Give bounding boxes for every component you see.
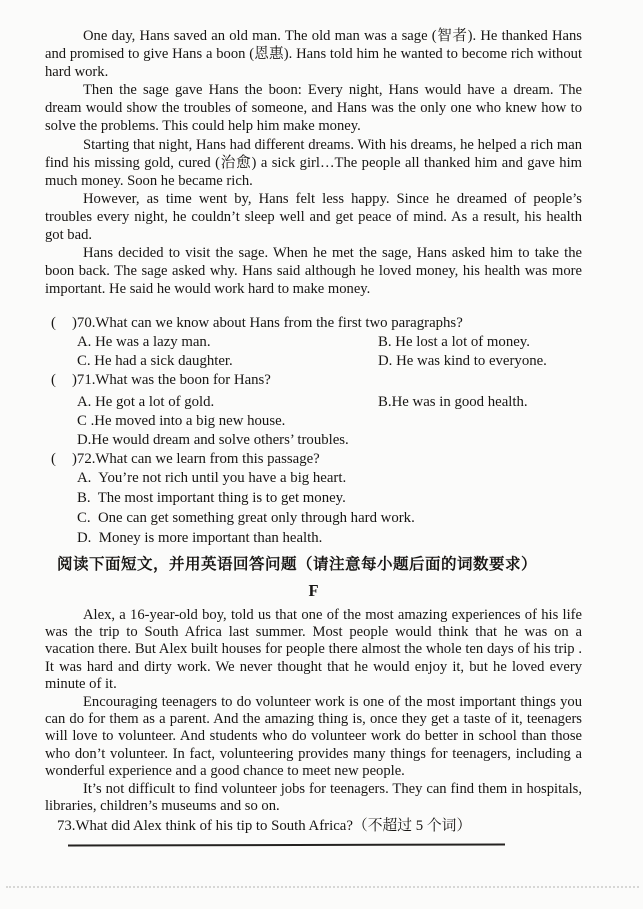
question-71: [45, 371, 582, 450]
passage-e-paragraph-2: Then the sage gave Hans the boon: Every night, Hans would have a dream. The dream would show the troubles of someone, and Hans was the only one who knew how to solve the problems. This could help him make money.: [45, 82, 582, 135]
answer-bracket-70: (: [51, 315, 56, 332]
reading-passage-e: [45, 27, 582, 298]
passage-f-paragraph-3: It’s not difficult to find volunteer jobs for teenagers. They can find them in hospitals, libraries, children’s museums and so on.: [45, 780, 582, 815]
question-72-option-d: D. Money is more important than health.: [77, 529, 323, 546]
question-70-option-b: B. He lost a lot of money.: [378, 334, 530, 351]
question-70: [45, 314, 582, 371]
passage-e-paragraph-4: However, as time went by, Hans felt less happy. Since he dreamed of people’s troubles every night, he couldn’t sleep well and get peace of mind. As a result, his health got bad.: [45, 190, 582, 244]
question-71-option-a: A. He got a lot of gold.: [77, 394, 215, 411]
question-73: 73.What did Alex think of his tip to South Africa?（不超过 5 个词）: [57, 818, 472, 835]
passage-f-label: F: [308, 580, 319, 600]
passage-e-paragraph-5: Hans decided to visit the sage. When he met the sage, Hans asked him to take the boon back. The sage asked why. Hans said although he loved money, his health was more important. He said he would work hard to make money.: [45, 245, 582, 298]
question-70-option-c: C. He had a sick daughter.: [77, 353, 233, 370]
section-instruction: 阅读下面短文，并用英语回答问题（请注意每小题后面的词数要求）: [57, 555, 538, 573]
question-72-option-c: C. One can get something great only through hard work.: [77, 510, 415, 526]
answer-blank-line: [68, 844, 505, 847]
passage-f-paragraph-1: Alex, a 16-year-old boy, told us that one of the most amazing experiences of his life was the trip to South Africa last summer. Most people would think that he was on a vacation there. But Alex built houses for people there almost the whole ten days of his trip . It was hard and dirty work. We never thought that he would enjoy it, but he loved every minute of it.: [45, 606, 582, 693]
question-70-option-d: D. He was kind to everyone.: [378, 353, 547, 370]
question-72-option-b: B. The most important thing is to get money.: [77, 490, 346, 507]
question-70-option-a: A. He was a lazy man.: [77, 334, 211, 351]
question-71-option-c: C .He moved into a big new house.: [77, 413, 286, 430]
passage-e-paragraph-1: One day, Hans saved an old man. The old man was a sage (智者). He thanked Hans and promised to give Hans a boon (恩惠). Hans told him he wanted to become rich without hard work.: [45, 28, 582, 81]
question-71-option-b: B.He was in good health.: [378, 394, 528, 411]
multiple-choice-questions: [45, 314, 582, 548]
scan-artifact-line: [6, 886, 639, 888]
question-71-text: )71.What was the boon for Hans?: [72, 372, 271, 389]
passage-e-paragraph-3: Starting that night, Hans had different dreams. With his dreams, he helped a rich man find his missing gold, cured (治愈) a sick girl…The people all thanked him and gave him much money. Soon he became rich.: [45, 136, 582, 189]
question-70-text: )70.What can we know about Hans from the first two paragraphs?: [72, 315, 463, 332]
question-71-option-d: D.He would dream and solve others’ troubles.: [77, 432, 349, 449]
answer-bracket-72: (: [51, 451, 56, 468]
reading-passage-f: [45, 607, 582, 816]
answer-bracket-71: (: [51, 372, 56, 389]
passage-f-paragraph-2: Encouraging teenagers to do volunteer work is one of the most important things you can do for them as a parent. And the amazing thing is, once they get a taste of it, teenagers will love to volunteer. And students who do volunteer work do better in school than those who don’t volunteer. In fact, volunteering provides many things for teenagers, including a wonderful experience and a good chance to meet new people.: [45, 693, 582, 780]
question-72: [45, 450, 582, 548]
question-72-option-a: A. You’re not rich until you have a big heart.: [77, 470, 347, 487]
question-72-text: )72.What can we learn from this passage?: [72, 451, 320, 468]
